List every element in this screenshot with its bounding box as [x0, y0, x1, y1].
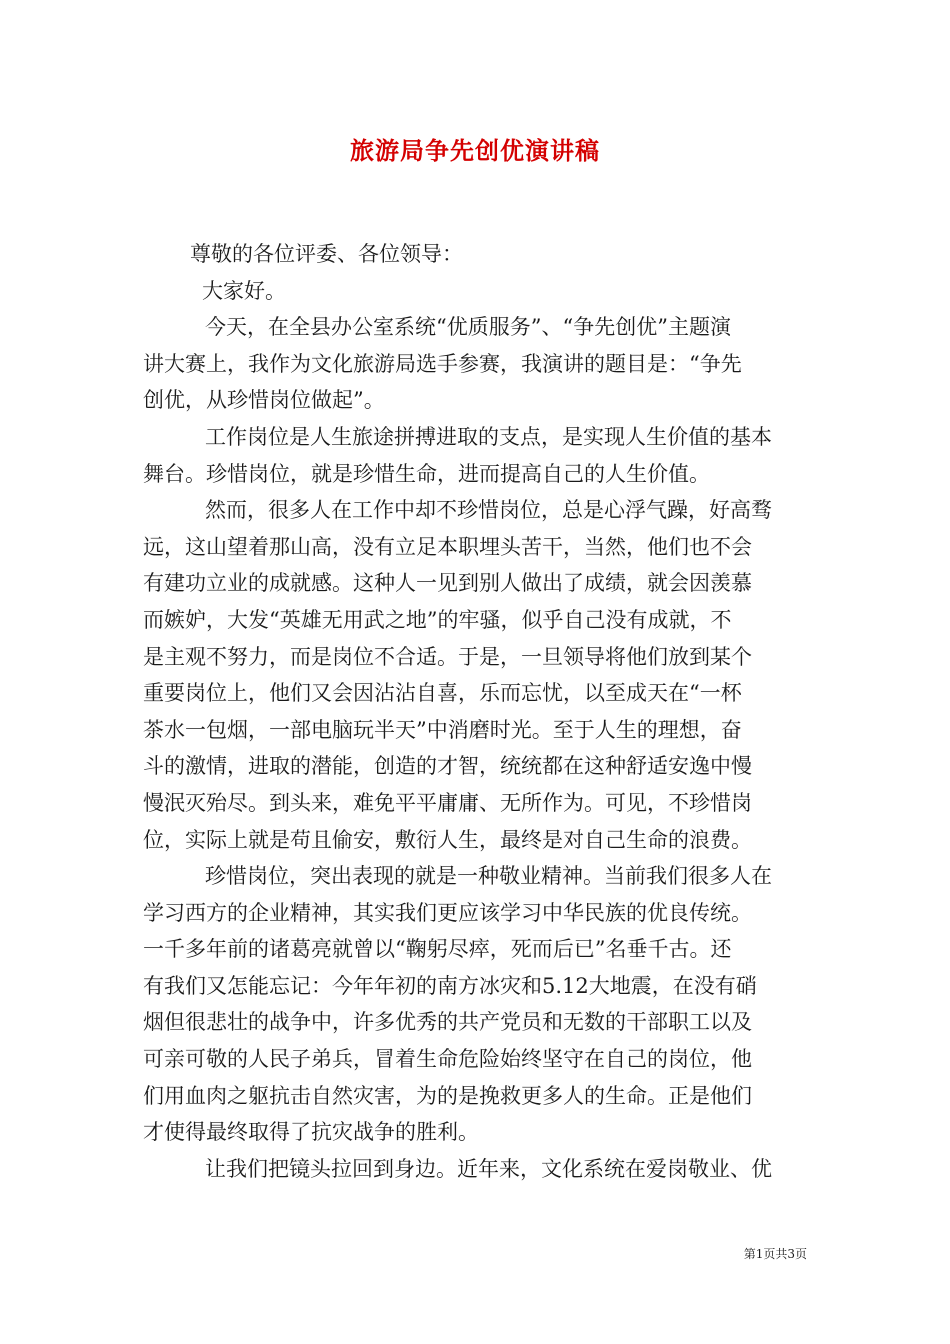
paragraph-line: 斗的激情，进取的潜能，创造的才智，统统都在这种舒适安逸中慢	[143, 754, 752, 779]
paragraph-line: 舞台。珍惜岗位，就是珍惜生命，进而提高自己的人生价值。	[143, 461, 710, 486]
paragraph-line: 烟但很悲壮的战争中，许多优秀的共产党员和无数的干部职工以及	[143, 1010, 752, 1035]
paragraph-line: 才使得最终取得了抗灾战争的胜利。	[143, 1120, 479, 1145]
paragraph-line: 学习西方的企业精神，其实我们更应该学习中华民族的优良传统。	[143, 900, 752, 925]
paragraph-line: 珍惜岗位，突出表现的就是一种敬业精神。当前我们很多人在	[205, 864, 772, 889]
paragraph-line: 有我们又怎能忘记：今年年初的南方冰灾和5.12大地震，在没有硝	[143, 973, 757, 998]
paragraph-line: 工作岗位是人生旅途拼搏进取的支点，是实现人生价值的基本	[205, 424, 772, 449]
paragraph-line: 讲大赛上，我作为文化旅游局选手参赛，我演讲的题目是：“争先	[143, 351, 742, 376]
paragraph-line: 让我们把镜头拉回到身边。近年来，文化系统在爱岗敬业、优	[205, 1156, 772, 1181]
document-title: 旅游局争先创优演讲稿	[350, 136, 600, 165]
paragraph-line: 慢泯灭殆尽。到头来，难免平平庸庸、无所作为。可见，不珍惜岗	[143, 790, 752, 815]
paragraph-line: 们用血肉之躯抗击自然灾害，为的是挽救更多人的生命。正是他们	[143, 1083, 752, 1108]
greeting-line: 大家好。	[202, 278, 286, 303]
document-body	[143, 236, 805, 1187]
paragraph-line: 是主观不努力，而是岗位不合适。于是，一旦领导将他们放到某个	[143, 644, 752, 669]
page-number-footer: 第1页共3页	[743, 1247, 807, 1261]
salutation-line: 尊敬的各位评委、各位领导：	[190, 242, 463, 266]
paragraph-line: 可亲可敬的人民子弟兵，冒着生命危险始终坚守在自己的岗位，他	[143, 1047, 752, 1072]
paragraph-line: 位，实际上就是苟且偷安，敷衍人生，最终是对自己生命的浪费。	[143, 827, 752, 852]
paragraph-line: 茶水一包烟，一部电脑玩半天”中消磨时光。至于人生的理想，奋	[143, 717, 742, 742]
paragraph-line: 而嫉妒，大发“英雄无用武之地”的牢骚，似乎自己没有成就，不	[143, 607, 732, 632]
paragraph-line: 一千多年前的诸葛亮就曾以“鞠躬尽瘁，死而后已”名垂千古。还	[143, 937, 732, 962]
paragraph-line: 重要岗位上，他们又会因沾沾自喜，乐而忘忧，以至成天在“一杯	[143, 681, 742, 706]
paragraph-line: 创优，从珍惜岗位做起”。	[143, 388, 385, 413]
paragraph-line: 今天，在全县办公室系统“优质服务”、“争先创优”主题演	[205, 315, 731, 340]
paragraph-line: 远，这山望着那山高，没有立足本职埋头苦干，当然，他们也不会	[143, 534, 752, 559]
paragraph-line: 然而，很多人在工作中却不珍惜岗位，总是心浮气躁，好高骛	[205, 498, 772, 523]
paragraph-line: 有建功立业的成就感。这种人一见到别人做出了成绩，就会因羡慕	[143, 571, 752, 596]
